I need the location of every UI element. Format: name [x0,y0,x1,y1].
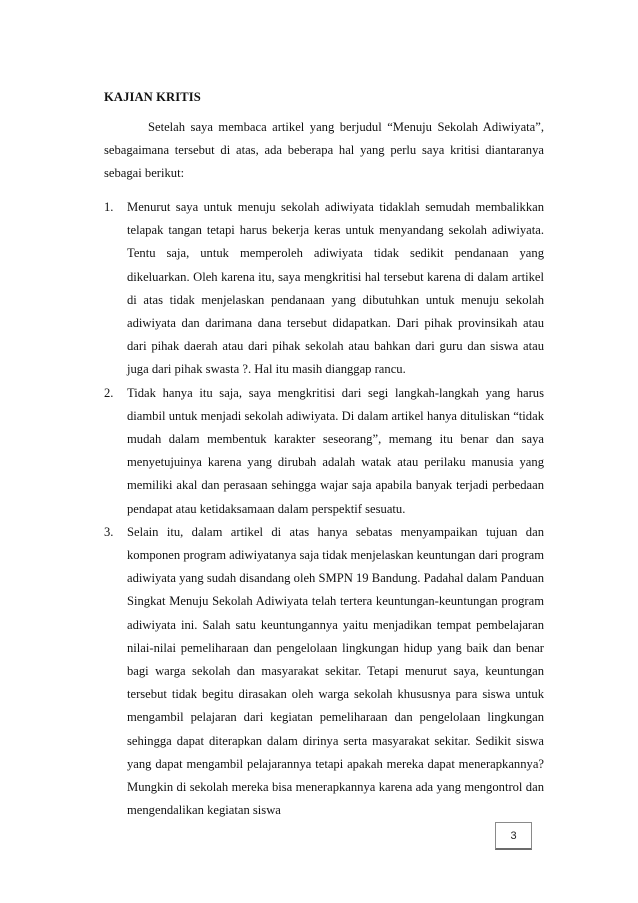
intro-text: Setelah saya membaca artikel yang berjudul “Menuju Sekolah Adiwiyata”, sebagaimana tersebut di atas, ada beberapa hal yang perlu saya kritisi diantaranya sebagai berikut: [104,120,544,181]
list-item-text: Menurut saya untuk menuju sekolah adiwiyata tidaklah semudah membalikkan telapak tangan tetapi harus bekerja keras untuk menyandang sekolah adiwiyata. Tentu saja, untuk memperoleh adiwiyata tidak sedikit pendanaan yang dikeluarkan. Oleh karena itu, saya mengkritisi hal tersebut karena di dalam artikel di atas tidak menjelaskan pendanaan yang dibutuhkan untuk menuju sekolah adiwiyata dan darimana dana tersebut didapatkan. Dari pihak provinsikah atau dari pihak daerah atau dari pihak sekolah atau bahkan dari guru dan siswa atau juga dari pihak swasta ?. Hal itu masih dianggap rancu. [127,200,544,377]
list-item [104,196,544,382]
page-number: 3 [495,822,532,850]
list-item-number: 2. [104,385,114,400]
critique-list [104,196,544,822]
list-item-text: Selain itu, dalam artikel di atas hanya sebatas menyampaikan tujuan dan komponen program adiwiyatanya saja tidak menjelaskan keuntungan dari program adiwiyata yang sudah disandang oleh SMPN 19 Bandung. Padahal dalam Panduan Singkat Menuju Sekolah Adiwiyata telah tertera keuntungan-keuntungan program adiwiyata ini. Salah satu keuntungannya yaitu menjadikan tempat pembelajaran nilai-nilai pemeliharaan dan pengelolaan lingkungan hidup yang baik dan benar bagi warga sekolah dan masyarakat sekitar. Tetapi menurut saya, keuntungan tersebut tidak begitu dirasakan oleh warga sekolah khususnya para siswa untuk mengambil pelajaran dari kegiatan pemeliharaan dan pengelolaan lingkungan sehingga dapat diterapkan dalam dirinya serta masyarakat sekitar. Sedikit siswa yang dapat mengambil pelajarannya tetapi apakah mereka dapat menerapkannya? Mungkin di sekolah mereka bisa menerapkannya karena ada yang mengontrol dan mengendalikan kegiatan siswa [127,524,544,818]
list-item [104,382,544,521]
list-item-number: 3. [104,524,114,539]
intro-paragraph [104,116,544,186]
list-item [104,521,544,823]
list-item-number: 1. [104,200,114,214]
section-heading: KAJIAN KRITIS [104,90,201,104]
list-item-text: Tidak hanya itu saja, saya mengkritisi dari segi langkah-langkah yang harus diambil untuk menjadi sekolah adiwiyata. Di dalam artikel hanya dituliskan “tidak mudah dalam membentuk karakter seseorang”, memang itu benar dan saya menyetujuinya karena yang dirubah adalah watak atau perilaku manusia yang memiliki akal dan perasaan sehingga wajar saja apabila banyak terjadi perbedaan pendapat atau ketidaksamaan dalam perspektif sesuatu. [127,385,544,516]
